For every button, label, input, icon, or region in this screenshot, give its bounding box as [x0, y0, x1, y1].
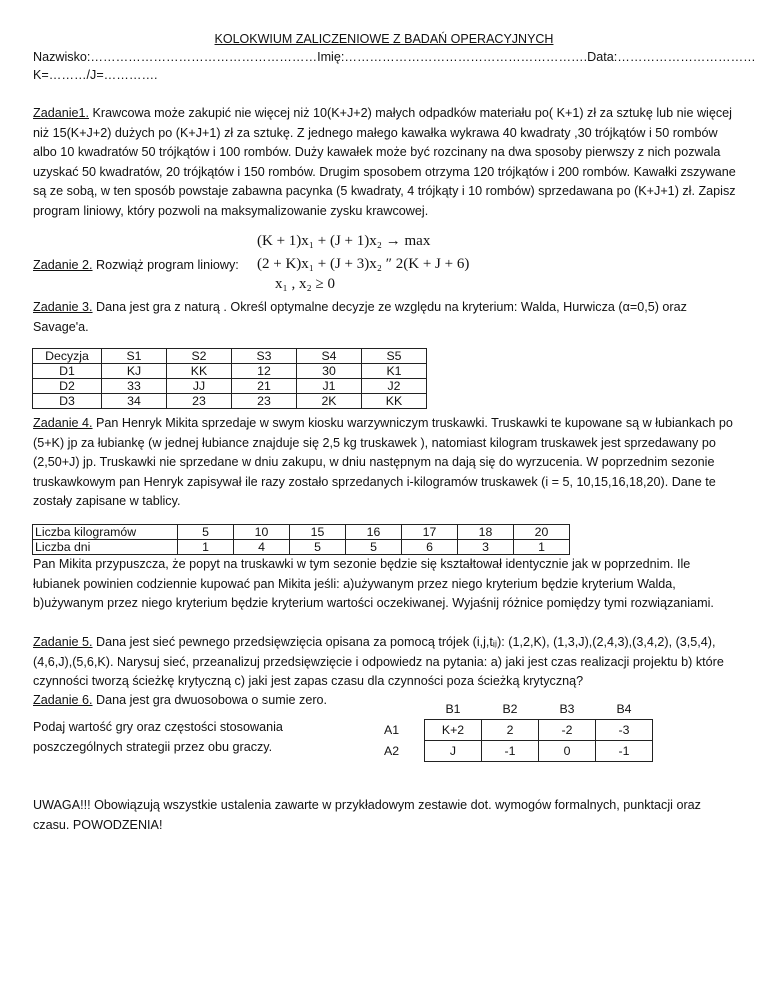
- table-cell: 12: [232, 364, 297, 379]
- task-2-label: Zadanie 2.: [33, 258, 93, 272]
- student-info-line: Nazwisko:………………………………………………Imię:………………………………………………….Data:……………………………: [33, 50, 756, 64]
- table-cell: D3: [33, 394, 102, 409]
- footer-note: UWAGA!!! Obowiązują wszystkie ustalenia zawarte w przykładowym zestawie dot. wymogów formalnych, punktacji oraz czasu. POWODZENIA!: [33, 798, 701, 832]
- table-header: B1: [445, 702, 461, 716]
- task-2: [33, 258, 239, 272]
- exam-title: KOLOKWIUM ZALICZENIOWE Z BADAŃ OPERACYJNYCH: [214, 32, 554, 46]
- table-cell: S5: [362, 349, 427, 364]
- table-cell: 30: [297, 364, 362, 379]
- task-5: [33, 633, 738, 692]
- table-cell: Decyzja: [33, 349, 102, 364]
- table-row: [384, 720, 653, 741]
- table-cell: 2K: [297, 394, 362, 409]
- table-row-label: A1: [384, 723, 400, 737]
- table-row: [33, 349, 427, 364]
- table-cell: -2: [539, 720, 596, 741]
- task-3: [33, 298, 738, 337]
- task-1: [33, 104, 738, 222]
- task-6-description: Podaj wartość gry oraz częstości stosowania poszczególnych strategii przez obu graczy.: [33, 720, 283, 754]
- table-header: B3: [559, 702, 575, 716]
- table-cell: 6: [402, 540, 458, 555]
- task-6-text: Dana jest gra dwuosobowa o sumie zero.: [92, 693, 328, 707]
- task-4-text: Pan Henryk Mikita sprzedaje w swym kiosku warzywniczym truskawki. Truskawki te kupowane są w łubiankach po (5+K) jp za łubiankę (w jednej łubiance znajduje się 2,5 kg truskawek ), natomiast kilogram truskawek jest sprzedawany po (2,50+J) jp. Truskawki nie sprzedane w dniu zakupu, w dniu następnym na dają się do wyrzucenia. W poprzednim sezonie truskawkowym pan Henryk zapisywał ile razy zostało sprzedanych i-kilogramów truskawek (i = 5, 10,15,16,18,20). Dane te zostały zapisane w tablicy.: [33, 416, 733, 509]
- lp-constraint: (2 + K)x₁ + (J + 3)x₂ ″ 2(K + J + 6): [257, 256, 470, 272]
- table-cell: 21: [232, 379, 297, 394]
- task-6: [33, 693, 327, 707]
- nature-game-table: [32, 348, 427, 409]
- table-row-label: A2: [384, 744, 400, 758]
- table-cell: K1: [362, 364, 427, 379]
- table-cell: 17: [402, 525, 458, 540]
- table-cell: S2: [167, 349, 232, 364]
- table-cell: S3: [232, 349, 297, 364]
- table-cell: 20: [514, 525, 570, 540]
- strawberry-table: [32, 524, 570, 555]
- task-4-label: Zadanie 4.: [33, 416, 93, 430]
- table-cell: 1: [178, 540, 234, 555]
- table-cell: KJ: [102, 364, 167, 379]
- task-1-text: Krawcowa może zakupić nie więcej niż 10(K+J+2) małych odpadków materiału po( K+1) zł za sztukę lub nie więcej niż 15(K+J+2) dużych po (K+J+1) zł za sztukę. Z jednego małego kawałka wykrawa 40 kwadraty ,30 trójkątów i 50 rombów albo 10 kwadratów 50 trójkątów i 100 rombów. Duży kawałek może być rozcinany na dwa sposoby pierwszy z nich pozwala uzyskać 50 kwadratów, 20 trójkątów i 150 rombów. Drugim sposobem otrzyma 120 trójkątów i 200 rombów. Kawałki zszywane są ze sobą, w ten sposób powstaje zabawna pacynka (5 kwadraty, 4 trójkąty i 10 rombów) sprzedawana po (K+J+1) zł. Zapisz program liniowy, który pozwoli na maksymalizowanie zysku krawcowej.: [33, 106, 736, 218]
- table-row: [33, 525, 570, 540]
- lp-objective: (K + 1)x₁ + (J + 1)x₂ → max: [257, 233, 431, 249]
- table-header: B2: [502, 702, 518, 716]
- table-row: [33, 394, 427, 409]
- table-cell: 18: [458, 525, 514, 540]
- table-cell: -1: [596, 741, 653, 762]
- table-row-label: Liczba kilogramów: [33, 525, 178, 540]
- table-cell: J1: [297, 379, 362, 394]
- table-cell: 3: [458, 540, 514, 555]
- table-cell: 4: [234, 540, 290, 555]
- table-cell: S4: [297, 349, 362, 364]
- table-cell: 0: [539, 741, 596, 762]
- table-cell: 34: [102, 394, 167, 409]
- table-row: [384, 699, 653, 720]
- table-cell: D2: [33, 379, 102, 394]
- table-cell: 15: [290, 525, 346, 540]
- table-cell: S1: [102, 349, 167, 364]
- table-header: B4: [616, 702, 632, 716]
- table-cell: JJ: [167, 379, 232, 394]
- task-5-label: Zadanie 5.: [33, 635, 93, 649]
- task-3-text: Dana jest gra z naturą . Określ optymalne decyzje ze względu na kryterium: Walda, Hurwicza (α=0,5) oraz Savage'a.: [33, 300, 687, 334]
- table-cell: -1: [482, 741, 539, 762]
- task-6-label: Zadanie 6.: [33, 693, 93, 707]
- table-row: [33, 379, 427, 394]
- task-5-text: Dana jest sieć pewnego przedsięwzięcia opisana za pomocą trójek (i,j,tᵢⱼ): (1,2,K), (1,3,J),(2,4,3),(3,4,2), (3,5,4),(4,6,J),(5,6,K). Narysuj sieć, przeanalizuj przedsięwzięcie i odpowiedz na pytania: a) jaki jest czas realizacji projektu b) które czynności tworzą ścieżkę krytyczną c) jaki jest zapas czasu dla czynności poza ścieżką krytyczną?: [33, 635, 724, 689]
- table-cell: J: [425, 741, 482, 762]
- table-row-label: Liczba dni: [33, 540, 178, 555]
- task-2-text: Rozwiąż program liniowy:: [92, 258, 239, 272]
- table-row: [33, 364, 427, 379]
- task-4: [33, 414, 738, 512]
- table-cell: KK: [167, 364, 232, 379]
- table-cell: 2: [482, 720, 539, 741]
- table-cell: 23: [232, 394, 297, 409]
- task-4-continued: Pan Mikita przypuszcza, że popyt na truskawki w tym sezonie będzie się kształtował identycznie jak w poprzednim. Ile łubianek powinien codziennie kupować pan Mikita jeśli: a)używanym przez niego kryterium będzie kryterium Walda, b)używanym przez niego kryterium będzie kryterium wartości oczekiwanej. Wyjaśnij różnice pomiędzy tymi rozwiązaniami.: [33, 557, 714, 611]
- table-cell: 5: [178, 525, 234, 540]
- table-cell: 10: [234, 525, 290, 540]
- table-cell: K+2: [425, 720, 482, 741]
- kj-line: K=………/J=………….: [33, 68, 158, 82]
- table-cell: D1: [33, 364, 102, 379]
- lp-nonneg: x₁ , x₂ ≥ 0: [275, 276, 335, 292]
- task-1-label: Zadanie1.: [33, 106, 90, 120]
- table-cell: 23: [167, 394, 232, 409]
- task-3-label: Zadanie 3.: [33, 300, 93, 314]
- payoff-matrix: [384, 699, 653, 762]
- table-cell: 5: [346, 540, 402, 555]
- table-cell: 1: [514, 540, 570, 555]
- table-row: [384, 741, 653, 762]
- table-cell: 16: [346, 525, 402, 540]
- table-cell: -3: [596, 720, 653, 741]
- table-cell: 33: [102, 379, 167, 394]
- table-cell: 5: [290, 540, 346, 555]
- table-cell: J2: [362, 379, 427, 394]
- table-cell: KK: [362, 394, 427, 409]
- table-row: [33, 540, 570, 555]
